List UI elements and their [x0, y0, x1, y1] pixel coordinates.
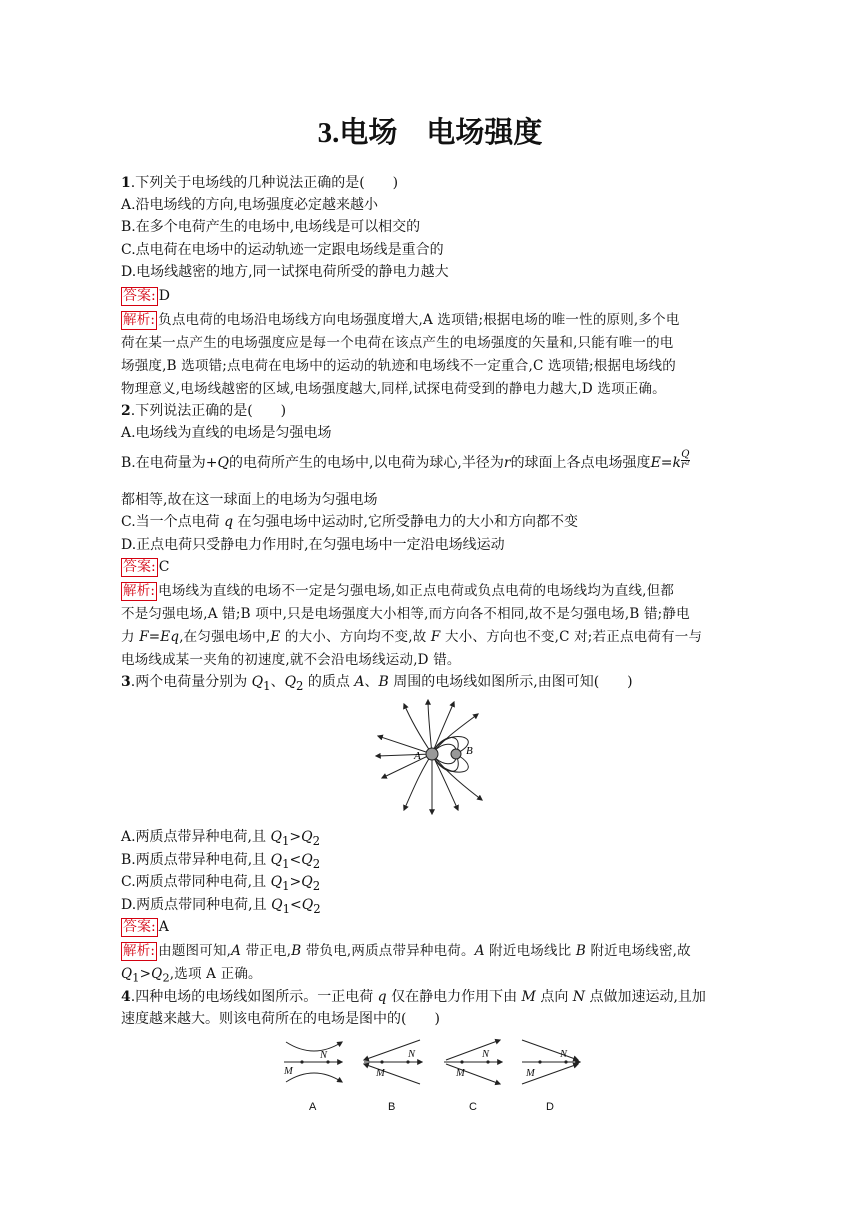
q4-number: 4 [121, 989, 131, 1005]
q1-analysis-2: 荷在某一点产生的电场强度应是每一个电荷在该点产生的电场强度的矢量和,只能有唯一的电 [121, 335, 674, 351]
symbol: A [474, 943, 485, 959]
q1-option-b: B.在多个电荷产生的电场中,电场线是可以相交的 [121, 219, 421, 235]
text: 力 [121, 629, 140, 645]
title-number: 3. [317, 117, 340, 149]
figure-label-c: C [469, 1101, 477, 1113]
subscript: 2 [312, 856, 321, 871]
relation: > [289, 829, 302, 845]
figure-label-d: D [546, 1101, 554, 1113]
q3-option-d: D.两质点带同种电荷,且 $Q_1<Q_2$ [121, 897, 321, 916]
q3-analysis-1 [121, 940, 691, 962]
subscript: 1 [281, 833, 290, 848]
q3-option-b: B.两质点带异种电荷,且 $Q_1<Q_2$ [121, 852, 321, 871]
label-n: N [560, 1049, 568, 1060]
text: 点向 [535, 989, 573, 1005]
text: 带正电, [241, 943, 292, 959]
symbol-q: q [224, 514, 234, 530]
q2-answer [121, 556, 169, 578]
q4-stem-1 [121, 986, 706, 1008]
text: 、 [270, 674, 285, 690]
symbol: M [521, 989, 536, 1005]
label-n: N [408, 1049, 416, 1060]
answer-value: C [158, 559, 170, 575]
title-text: 电场 电场强度 [339, 115, 543, 149]
fraction-denominator: r² [681, 459, 690, 471]
subscript: 1 [282, 856, 290, 871]
answer-value: D [158, 288, 170, 304]
symbol-q: Q [217, 455, 229, 471]
symbol: Q [121, 966, 133, 982]
text: B.两质点带异种电荷,且 [121, 852, 271, 868]
q4-stem-2: 速度越来越大。则该电荷所在的电场是图中的( ) [121, 1011, 440, 1027]
text: C.当一个点电荷 [121, 514, 220, 530]
text: ,选项 A 正确。 [169, 966, 262, 982]
q1-answer [121, 285, 170, 307]
label-m: M [526, 1068, 535, 1079]
text: ,在匀强电场中, [179, 629, 271, 645]
q2-stem [121, 400, 286, 422]
subscript: 2 [312, 878, 321, 893]
symbol-e: E=k [650, 455, 681, 471]
q3-answer [121, 916, 169, 938]
symbol: N [572, 989, 586, 1005]
formula: F=Eq [139, 629, 180, 645]
q3-number: 3 [121, 674, 131, 690]
text: 大小、方向也不变,C 对;若正点电荷有一与 [440, 629, 703, 645]
q1-analysis-1 [121, 309, 680, 331]
q2-analysis-3 [121, 626, 702, 648]
q2-stem-text: .下列说法正确的是( ) [130, 403, 287, 419]
q2-option-d: D.正点电荷只受静电力作用时,在匀强电场中一定沿电场线运动 [121, 537, 505, 553]
q1-option-d: D.电场线越密的地方,同一试探电荷所受的静电力越大 [121, 264, 449, 280]
q1-option-a: A.沿电场线的方向,电场强度必定越来越小 [121, 197, 379, 213]
q1-option-c: C.点电荷在电场中的运动轨迹一定跟电场线是重合的 [121, 242, 444, 258]
label-m: M [284, 1066, 293, 1077]
subscript: 2 [296, 678, 304, 693]
text: 的电荷所产生的电场中,以电荷为球心,半径为 [228, 455, 504, 471]
symbol: B [575, 943, 586, 959]
q2-analysis-4: 电场线成某一夹角的初速度,就不会沿电场线运动,D 错。 [121, 652, 461, 668]
subscript: 1 [282, 878, 290, 893]
relation: < [289, 852, 302, 868]
text: 的大小、方向均不变,故 [280, 629, 431, 645]
symbol-r: r [503, 455, 511, 471]
q2-number: 2 [121, 403, 131, 419]
q3-analysis-2: $Q_1>Q_2$,选项 A 正确。 [121, 966, 262, 985]
text: .两个电荷量分别为 [130, 674, 252, 690]
q3-field-line-figure [370, 696, 510, 820]
q2-option-c [121, 511, 578, 533]
q2-analysis-2: 不是匀强电场,A 错;B 项中,只是电场强度大小相等,而方向各不相同,故不是匀强电场,B 错;静电 [121, 606, 690, 622]
text: 、 [364, 674, 379, 690]
label-n: N [482, 1049, 490, 1060]
answer-value: A [158, 919, 169, 935]
symbol: Q [284, 674, 297, 690]
figure-label-b: B [388, 1101, 396, 1113]
text: C.两质点带同种电荷,且 [121, 874, 271, 890]
text: B.在电荷量为+ [121, 455, 218, 471]
symbol: A [231, 943, 242, 959]
subscript: 1 [132, 971, 140, 985]
text: 点做加速运动,且加 [585, 989, 706, 1005]
symbol: E [270, 629, 281, 645]
text: A.两质点带异种电荷,且 [121, 829, 271, 845]
relation: > [289, 874, 302, 890]
analysis-text: 电场线为直线的电场不一定是匀强电场,如正点电荷或负点电荷的电场线均为直线,但都 [158, 583, 675, 599]
q1-stem-text: .下列关于电场线的几种说法正确的是( ) [130, 175, 399, 191]
q2-option-b-cont: 都相等,故在这一球面上的电场为匀强电场 [121, 492, 378, 508]
analysis-tag: 解析: [123, 312, 156, 328]
text: 的质点 [303, 674, 355, 690]
text: 在匀强电场中运动时,它所受静电力的大小和方向都不变 [237, 514, 578, 530]
q2-analysis-1 [121, 580, 674, 602]
text: D.两质点带同种电荷,且 [121, 897, 272, 913]
answer-tag: 答案: [123, 288, 156, 304]
q1-stem [121, 172, 398, 194]
subscript: 2 [162, 971, 170, 985]
text: 的球面上各点电场强度 [510, 455, 651, 471]
q1-number: 1 [121, 175, 131, 191]
answer-tag: 答案: [123, 559, 156, 575]
q2-option-b [121, 448, 690, 474]
q1-analysis-4: 物理意义,电场线越密的区域,电场强度越大,同样,试探电荷受到的静电力越大,D 选项正确。 [121, 381, 666, 397]
analysis-tag: 解析: [123, 943, 156, 959]
label-m: M [376, 1068, 385, 1079]
text: 由题图可知, [158, 943, 232, 959]
symbol: A [354, 674, 365, 690]
subscript: 2 [313, 901, 321, 916]
q3-option-c: C.两质点带同种电荷,且 $Q_1>Q_2$ [121, 874, 321, 893]
q3-option-a: A.两质点带异种电荷,且 $Q_1>Q_2$ [121, 829, 321, 848]
subscript: 2 [312, 833, 321, 848]
text: .四种电场的电场线如图所示。一正电荷 [130, 989, 378, 1005]
subscript: 1 [282, 901, 290, 916]
text: 附近电场线比 [484, 943, 576, 959]
relation: > [139, 966, 152, 982]
symbol: F [430, 629, 441, 645]
symbol: B [378, 674, 389, 690]
analysis-tag: 解析: [123, 583, 156, 599]
text: 带负电,两质点带异种电荷。 [301, 943, 475, 959]
answer-tag: 答案: [123, 919, 156, 935]
q3-stem [121, 671, 633, 697]
symbol: q [377, 989, 387, 1005]
label-n: N [320, 1050, 328, 1061]
q2-option-a: A.电场线为直线的电场是匀强电场 [121, 425, 332, 441]
fig-label-b: B [466, 745, 473, 757]
fraction-q-over-r2 [681, 450, 690, 471]
text: 附近电场线密,故 [585, 943, 691, 959]
fig-label-a: A [414, 750, 421, 762]
q1-analysis-3: 场强度,B 选项错;点电荷在电场中的运动的轨迹和电场线不一定重合,C 选项错;根据电场线的 [121, 358, 677, 374]
q4-field-figures [270, 1030, 590, 1116]
label-m: M [456, 1068, 465, 1079]
subscript: 1 [263, 678, 271, 693]
text: 仅在静电力作用下由 [386, 989, 522, 1005]
figure-label-a: A [309, 1101, 317, 1113]
fraction-numerator: Q [681, 448, 690, 460]
page-title [0, 110, 860, 151]
symbol: B [291, 943, 302, 959]
analysis-text: 负点电荷的电场沿电场线方向电场强度增大,A 选项错;根据电场的唯一性的原则,多个电 [158, 312, 680, 328]
relation: < [289, 897, 302, 913]
symbol: Q [251, 674, 264, 690]
text: 周围的电场线如图所示,由图可知( ) [388, 674, 633, 690]
